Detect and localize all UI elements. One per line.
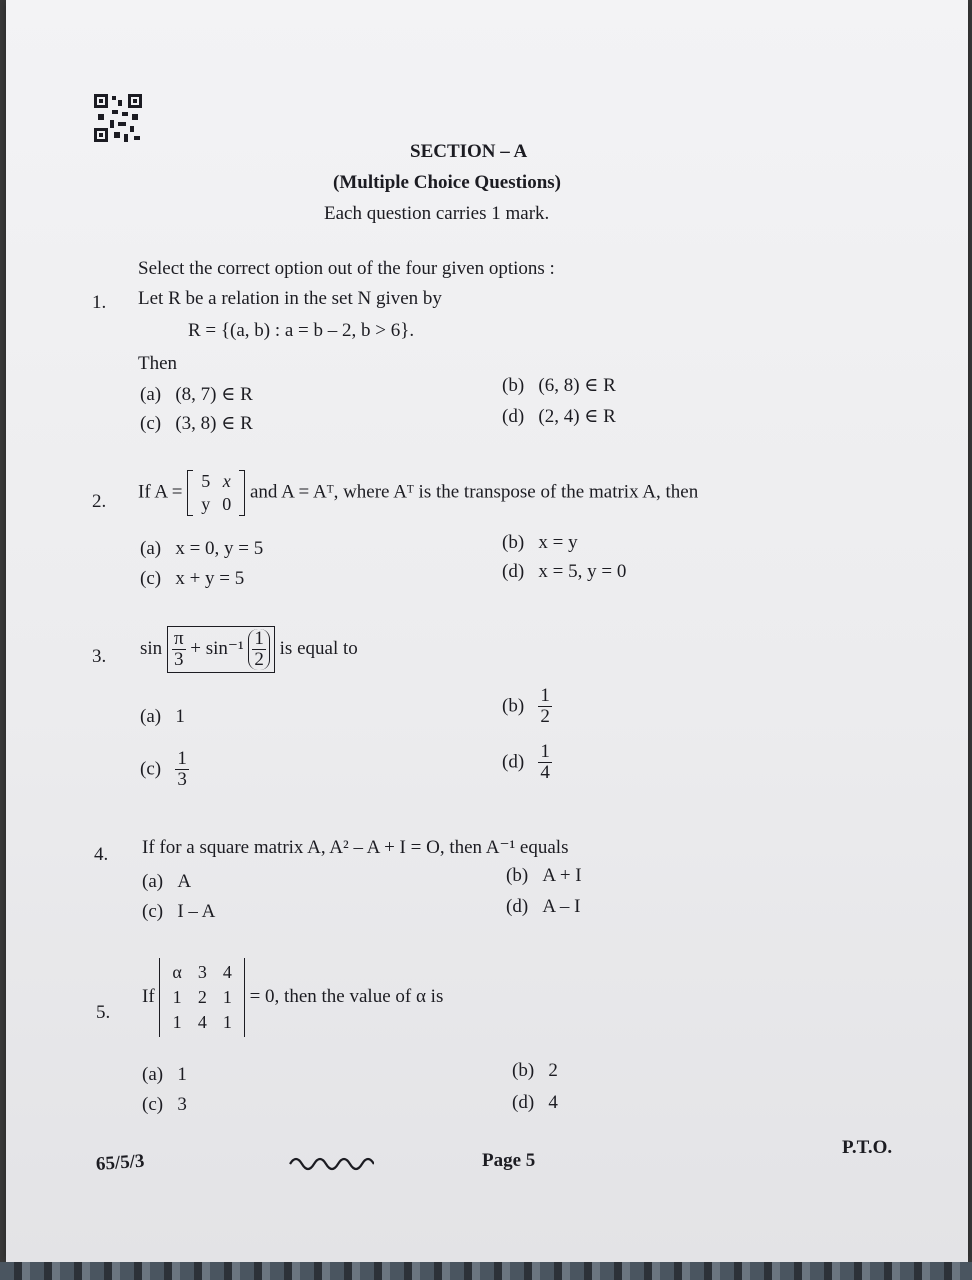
q2-option-c[interactable] [140, 568, 244, 590]
sin-inverse: + sin⁻¹ [190, 637, 244, 659]
q2-option-b[interactable] [502, 532, 578, 554]
frac-den: 3 [173, 648, 184, 670]
section-subtitle: (Multiple Choice Questions) [333, 172, 561, 193]
q1-option-a[interactable] [140, 383, 253, 406]
frac-den: 3 [177, 768, 187, 790]
matrix-cell: 5 [201, 471, 211, 491]
q2-option-d[interactable] [502, 561, 626, 583]
matrix-cell: x [222, 471, 231, 491]
option-label: (b) [512, 1060, 535, 1081]
q5-option-d[interactable] [512, 1092, 558, 1114]
option-label: (c) [142, 1094, 164, 1115]
background-fabric [0, 1262, 972, 1280]
frac-num: 1 [540, 741, 550, 762]
q3-suffix: is equal to [279, 637, 358, 659]
question-number-2: 2. [92, 491, 107, 512]
q2-prefix: If A = [138, 481, 183, 503]
q4-option-a[interactable] [142, 871, 191, 893]
det-cell: 1 [222, 1012, 232, 1032]
q3-option-d[interactable] [502, 742, 552, 783]
det-cell: 1 [172, 1012, 182, 1032]
option-label: (d) [502, 406, 525, 427]
option-text: 4 [548, 1092, 558, 1113]
option-label: (b) [506, 865, 529, 886]
option-label: (a) [142, 1064, 164, 1085]
q3-option-b[interactable] [502, 686, 552, 727]
q5-suffix: = 0, then the value of α is [249, 985, 444, 1007]
determinant [159, 958, 244, 1037]
q1-option-b[interactable] [502, 374, 616, 397]
pi-over-three [172, 629, 186, 670]
q1-option-c[interactable] [140, 412, 253, 435]
option-label: (d) [506, 896, 529, 917]
option-fraction [538, 686, 552, 727]
det-cell: 4 [222, 962, 232, 982]
option-label: (a) [140, 384, 162, 405]
option-label: (a) [140, 706, 162, 727]
frac-den: 2 [254, 648, 264, 670]
option-text: x = y [538, 532, 578, 553]
option-text: A – I [542, 896, 581, 917]
option-fraction [175, 749, 189, 790]
option-text: A + I [542, 865, 582, 886]
option-label: (c) [140, 758, 162, 780]
question-number-3: 3. [92, 646, 107, 667]
option-text: 1 [177, 1064, 187, 1085]
question-4-text: If for a square matrix A, A² – A + I = O, then A⁻¹ equals [142, 837, 569, 858]
frac-den: 4 [540, 761, 550, 783]
option-label: (d) [502, 751, 525, 773]
matrix-cell: 0 [222, 494, 232, 514]
one-half [252, 629, 266, 670]
paren-half [248, 629, 270, 670]
frac-num: 1 [254, 628, 264, 649]
exam-page [6, 0, 968, 1262]
matrix-cell: y [201, 494, 211, 514]
option-fraction [538, 742, 552, 783]
option-text: A [177, 871, 192, 892]
question-1-then: Then [138, 353, 178, 374]
bracket-expression [167, 626, 275, 673]
det-cell: 2 [197, 987, 207, 1007]
question-1-text: Let R be a relation in the set N given by [138, 288, 442, 309]
option-text: x + y = 5 [175, 568, 245, 589]
option-label: (d) [502, 561, 525, 582]
option-text: I – A [177, 901, 216, 922]
squiggle-divider-icon [288, 1152, 374, 1174]
frac-num: 1 [177, 748, 187, 769]
q5-prefix: If [142, 985, 155, 1007]
frac-num: π [173, 628, 184, 649]
question-number-1: 1. [92, 292, 107, 313]
det-cell: 4 [197, 1012, 207, 1032]
section-title: SECTION – A [410, 141, 528, 162]
option-label: (c) [140, 413, 162, 434]
q3-option-c[interactable] [140, 749, 189, 790]
page-number: Page 5 [482, 1150, 536, 1171]
question-number-5: 5. [96, 1002, 111, 1023]
q4-option-d[interactable] [506, 896, 580, 918]
please-turn-over: P.T.O. [842, 1137, 893, 1158]
frac-den: 2 [540, 705, 550, 727]
option-text: 3 [177, 1094, 187, 1115]
matrix-a [187, 470, 245, 516]
question-5-stem [142, 958, 443, 1037]
q1-option-d[interactable] [502, 405, 616, 428]
q5-option-a[interactable] [142, 1064, 187, 1086]
option-label: (c) [140, 568, 162, 589]
q5-option-c[interactable] [142, 1094, 187, 1116]
det-cell: 1 [172, 987, 182, 1007]
option-text: (2, 4) ∈ R [538, 406, 616, 427]
q4-option-b[interactable] [506, 865, 582, 887]
option-text: x = 0, y = 5 [175, 538, 264, 559]
question-number-4: 4. [94, 844, 109, 865]
option-label: (b) [502, 695, 525, 717]
marks-note: Each question carries 1 mark. [324, 203, 550, 224]
sin-function: sin [140, 637, 163, 659]
q4-option-c[interactable] [142, 901, 215, 923]
qr-code-icon [94, 94, 142, 142]
option-text: (8, 7) ∈ R [175, 384, 253, 405]
q2-suffix: and A = Aᵀ, where Aᵀ is the transpose of the matrix A, then [250, 481, 699, 503]
option-text: x = 5, y = 0 [538, 561, 627, 582]
paper-code: 65/5/3 [95, 1150, 146, 1175]
option-label: (a) [142, 871, 164, 892]
question-1-formula: R = {(a, b) : a = b – 2, b > 6}. [188, 320, 415, 341]
q2-option-a[interactable] [140, 538, 263, 560]
det-cell: 1 [222, 987, 232, 1007]
option-label: (a) [140, 538, 162, 559]
option-label: (b) [502, 532, 525, 553]
option-text: (3, 8) ∈ R [175, 413, 253, 434]
q5-option-b[interactable] [512, 1060, 558, 1082]
option-text: 1 [175, 706, 185, 727]
question-3-stem [140, 626, 358, 673]
option-text: 2 [548, 1060, 558, 1081]
option-label: (b) [502, 375, 525, 396]
option-label: (d) [512, 1092, 535, 1113]
option-text: (6, 8) ∈ R [538, 375, 616, 396]
option-label: (c) [142, 901, 164, 922]
det-cell: 3 [197, 962, 207, 982]
det-cell: α [172, 962, 182, 982]
frac-num: 1 [540, 685, 550, 706]
instruction: Select the correct option out of the four given options : [138, 258, 555, 279]
question-2-stem [138, 470, 698, 516]
q3-option-a[interactable] [140, 706, 185, 728]
